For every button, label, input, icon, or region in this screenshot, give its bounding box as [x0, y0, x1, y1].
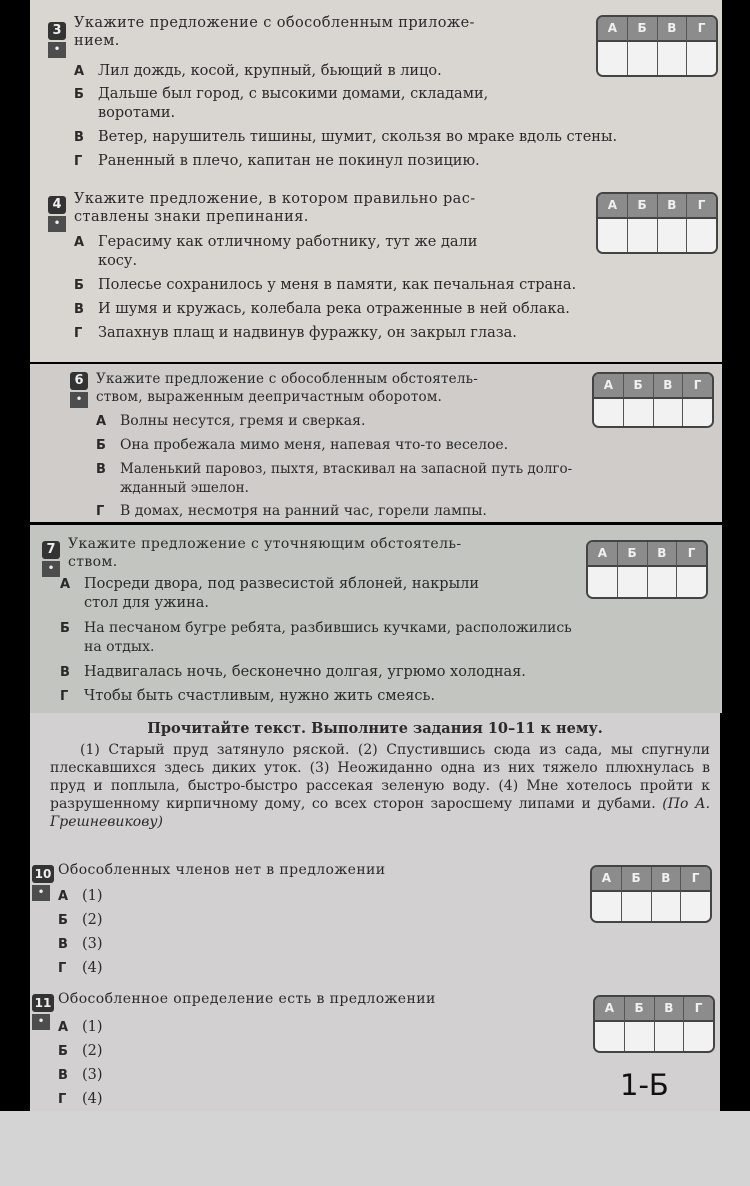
- answer-grid: А Б В Г: [592, 372, 714, 428]
- answer-cell[interactable]: [683, 399, 712, 428]
- task-marker: •: [42, 561, 60, 577]
- task-marker: •: [48, 42, 66, 58]
- answer-cell[interactable]: [658, 42, 688, 75]
- answer-grid: А Б В Г: [586, 540, 708, 599]
- task-number: 11: [32, 994, 54, 1012]
- option-b[interactable]: Б Полесье сохранилось у меня в памяти, как печальная страна.: [74, 277, 577, 293]
- option-letter: А: [74, 64, 85, 79]
- task-prompt: Укажите предложение с уточняющим обстоятель- ством.: [68, 536, 462, 570]
- option-c[interactable]: В Ветер, нарушитель тишины, шумит, скользя во мраке вдоль стены.: [74, 129, 618, 145]
- option-c[interactable]: В Надвигалась ночь, бесконечно долгая, угрюмо холодная.: [60, 664, 526, 680]
- answer-cell[interactable]: [588, 567, 618, 599]
- worksheet-photo-3: [30, 525, 722, 713]
- answer-cell[interactable]: [687, 42, 716, 75]
- option-letter: Б: [74, 87, 84, 102]
- option-letter: Б: [74, 278, 84, 293]
- worksheet-photo-2: [30, 364, 722, 522]
- option-a[interactable]: А Лил дождь, косой, крупный, бьющий в лицо.: [74, 63, 442, 79]
- answer-cell[interactable]: [654, 399, 684, 428]
- option-letter: А: [96, 414, 107, 429]
- task-number: 4: [48, 196, 66, 214]
- worksheet-photo-1: [30, 0, 722, 362]
- answer-cell[interactable]: [648, 567, 678, 599]
- option-letter: В: [74, 130, 84, 145]
- option-d[interactable]: Г Раненный в плечо, капитан не покинул позицию.: [74, 153, 480, 169]
- option-letter: Г: [74, 326, 83, 341]
- task-marker: •: [32, 885, 50, 901]
- option-letter: В: [60, 665, 70, 680]
- bottom-blank-area: [0, 1111, 750, 1186]
- answer-cell[interactable]: [655, 1022, 685, 1053]
- option-c[interactable]: В (3): [58, 1067, 103, 1083]
- option-letter: А: [74, 235, 85, 250]
- option-b[interactable]: Б (2): [58, 1043, 103, 1059]
- task-marker: •: [32, 1014, 50, 1030]
- answer-cell[interactable]: [684, 1022, 713, 1053]
- answer-cell[interactable]: [598, 219, 628, 252]
- answer-cell[interactable]: [652, 892, 682, 923]
- task-prompt: Обособленных членов нет в предложении: [58, 862, 386, 878]
- worksheet-photo-4: [30, 713, 720, 1111]
- option-d[interactable]: Г (4): [58, 1091, 103, 1107]
- option-letter: Б: [96, 438, 106, 453]
- answer-cell[interactable]: [687, 219, 716, 252]
- option-letter: Г: [96, 504, 105, 519]
- option-c[interactable]: В Маленький паровоз, пыхтя, втаскивал на запасной путь долго- жданный эшелон.: [96, 461, 573, 496]
- answer-cell[interactable]: [625, 1022, 655, 1053]
- option-a[interactable]: А (1): [58, 888, 103, 904]
- task-prompt: Укажите предложение с обособленным обстоятель- ством, выраженным деепричастным оборотом.: [96, 371, 478, 405]
- answer-cell[interactable]: [628, 219, 658, 252]
- answer-grid: А Б В Г: [596, 192, 718, 254]
- task-marker: •: [48, 216, 66, 232]
- reading-source: (По А. Грешневикову): [50, 796, 711, 830]
- option-a[interactable]: А Герасиму как отличному работнику, тут же дали косу.: [74, 234, 478, 269]
- option-letter: В: [74, 302, 84, 317]
- task-number: 10: [32, 865, 54, 883]
- option-a[interactable]: А Посреди двора, под развесистой яблоней, накрыли стол для ужина.: [60, 576, 479, 611]
- option-c[interactable]: В (3): [58, 936, 103, 952]
- option-letter: Б: [60, 621, 70, 636]
- option-letter: Г: [58, 961, 67, 976]
- task-marker: •: [70, 392, 88, 408]
- option-letter: В: [96, 462, 106, 477]
- answer-cell[interactable]: [598, 42, 628, 75]
- option-d[interactable]: Г Запахнув плащ и надвинув фуражку, он закрыл глаза.: [74, 325, 517, 341]
- answer-cell[interactable]: [658, 219, 688, 252]
- option-d[interactable]: Г В домах, несмотря на ранний час, горели лампы.: [96, 503, 487, 519]
- option-letter: Г: [58, 1092, 67, 1107]
- task-number: 3: [48, 22, 66, 40]
- answer-cell[interactable]: [677, 567, 706, 599]
- option-letter: Б: [58, 1044, 68, 1059]
- answer-grid: А Б В Г: [596, 15, 718, 77]
- answer-cell[interactable]: [681, 892, 710, 923]
- task-prompt: Укажите предложение с обособленным приложе- нием.: [74, 15, 475, 49]
- option-b[interactable]: Б Она пробежала мимо меня, напевая что-то веселое.: [96, 437, 509, 453]
- task-prompt: Обособленное определение есть в предложении: [58, 991, 436, 1007]
- handwritten-answer-note: 1-Б: [620, 1068, 669, 1102]
- option-a[interactable]: А (1): [58, 1019, 103, 1035]
- reading-title: Прочитайте текст. Выполните задания 10–11 к нему.: [147, 720, 603, 737]
- option-d[interactable]: Г (4): [58, 960, 103, 976]
- answer-grid: А Б В Г: [593, 995, 715, 1053]
- option-letter: А: [58, 889, 69, 904]
- answer-cell[interactable]: [592, 892, 622, 923]
- task-prompt: Укажите предложение, в котором правильно рас- ставлены знаки препинания.: [74, 191, 476, 225]
- option-a[interactable]: А Волны несутся, гремя и сверкая.: [96, 413, 366, 429]
- option-b[interactable]: Б (2): [58, 912, 103, 928]
- answer-cell[interactable]: [622, 892, 652, 923]
- option-letter: Г: [74, 154, 83, 169]
- option-letter: А: [60, 577, 71, 592]
- answer-cell[interactable]: [594, 399, 624, 428]
- task-number: 6: [70, 372, 88, 390]
- option-c[interactable]: В И шумя и кружась, колебала река отраженные в ней облака.: [74, 301, 570, 317]
- option-letter: В: [58, 937, 68, 952]
- option-letter: А: [58, 1020, 69, 1035]
- task-number: 7: [42, 541, 60, 559]
- option-d[interactable]: Г Чтобы быть счастливым, нужно жить смеясь.: [60, 688, 436, 704]
- option-b[interactable]: Б Дальше был город, с высокими домами, складами, воротами.: [74, 86, 489, 121]
- answer-cell[interactable]: [618, 567, 648, 599]
- answer-cell[interactable]: [628, 42, 658, 75]
- option-letter: Б: [58, 913, 68, 928]
- answer-cell[interactable]: [595, 1022, 625, 1053]
- answer-cell[interactable]: [624, 399, 654, 428]
- answer-grid: А Б В Г: [590, 865, 712, 923]
- option-letter: В: [58, 1068, 68, 1083]
- option-b[interactable]: Б На песчаном бугре ребята, разбившись кучками, расположились на отдых.: [60, 620, 572, 655]
- option-letter: Г: [60, 689, 69, 704]
- reading-passage: (1) Старый пруд затянуло ряской. (2) Спустившись сюда из сада, мы спугнули плескавшихся здесь диких уток. (3) Неожиданно одна из них тяжело плюхнулась в пруд и поплыла, быстро-быстро рассекая зеленую воду. (4) Мне хотелось пройти к разрушенному кирпичному дому, со всех сторон заросшему липами и дубами. (По А. Грешневикову): [50, 742, 711, 830]
